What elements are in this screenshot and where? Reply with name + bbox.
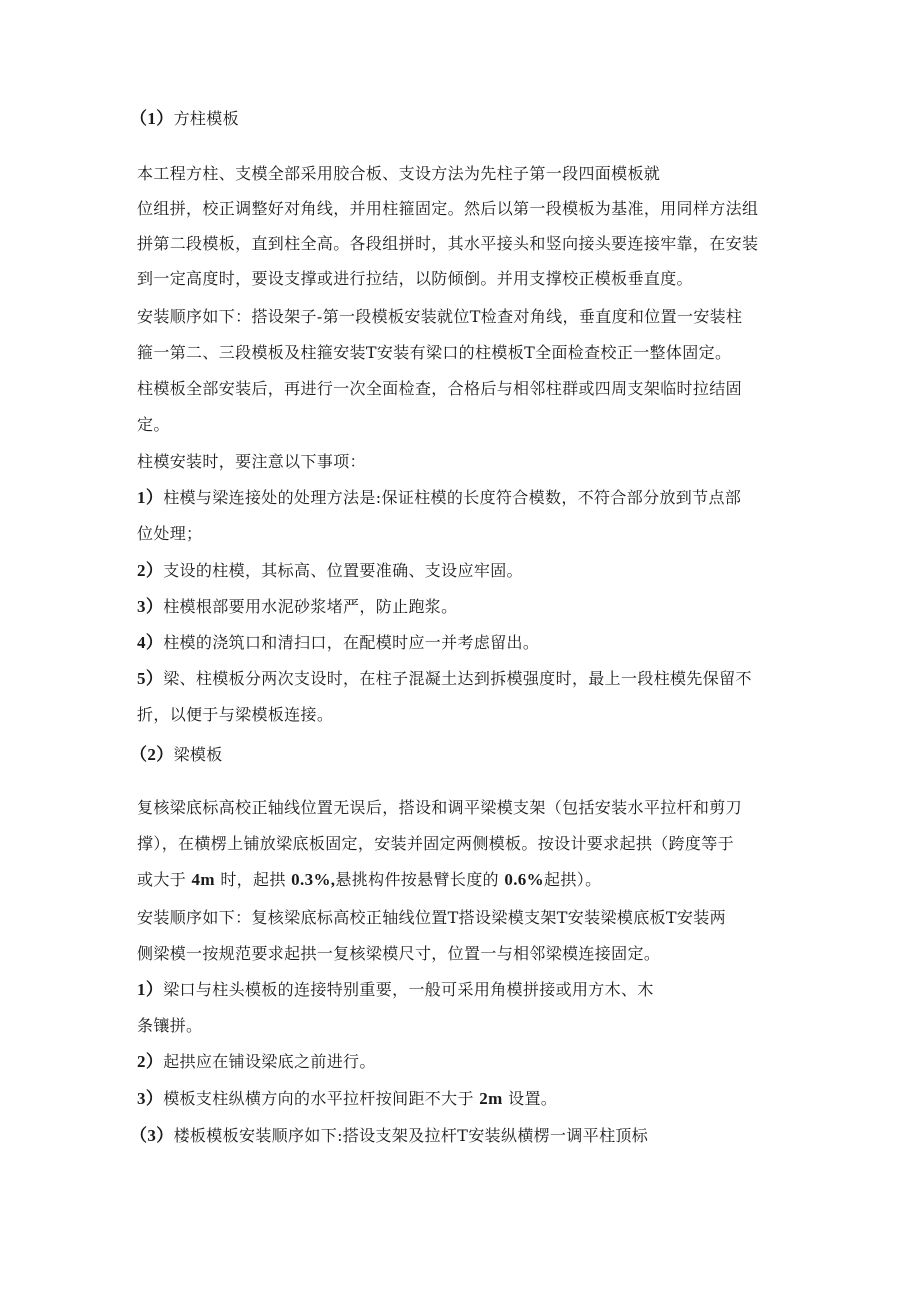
section-3-number: （3） — [130, 1126, 174, 1145]
text-run: 起拱）。 — [544, 870, 602, 889]
list-item-continuation: 位处理； — [137, 524, 203, 543]
text-run: 悬挑构件按悬臂长度的 — [335, 870, 499, 889]
list-item-text: 柱模与梁连接处的处理方法是:保证柱模的长度符合模数，不符合部分放到节点部 — [163, 488, 742, 507]
inspection-line: 定。 — [137, 415, 170, 434]
list-item — [137, 669, 752, 689]
list-item-text: 柱模根部要用水泥砂浆堵严，防止跑浆。 — [163, 597, 458, 616]
inspection-line: 柱模板全部安装后，再进行一次全面检查，合格后与相邻柱群或四周支架临时拉结固 — [137, 379, 742, 398]
paragraph-line: 到一定高度时，要设支撑或进行拉结，以防倾倒。并用支撑校正模板垂直度。 — [137, 269, 693, 288]
section-3-title: 楼板模板安装顺序如下:搭设支架及拉杆T安装纵横楞一调平柱顶标 — [173, 1126, 649, 1145]
notes-intro: 柱模安装时，要注意以下事项： — [137, 452, 366, 471]
list-item — [137, 1052, 376, 1072]
spacing-value: 2m — [479, 1089, 503, 1108]
cantilever-camber-value: 0.6% — [504, 870, 545, 889]
list-item-text: 支设的柱模，其标高、位置要准确、支设应牢固。 — [163, 561, 523, 580]
list-item-text: 梁、柱模板分两次支设时，在柱子混凝土达到拆模强度时，最上一段柱模先保留不 — [163, 669, 752, 688]
list-item-number: 2） — [137, 561, 164, 580]
install-sequence-line: 箍一第二、三段模板及柱箍安装T安装有梁口的柱模板T全面检查校正一整体固定。 — [137, 343, 732, 362]
list-item-text: 设置。 — [508, 1089, 558, 1108]
text-run: 或大于 — [137, 870, 187, 889]
span-threshold-value: 4m — [191, 870, 215, 889]
list-item — [137, 980, 654, 1000]
text-run: 时，起拱 — [220, 870, 286, 889]
paragraph-line: 拼第二段模板，直到柱全高。各段组拼时，其水平接头和竖向接头要连接牢靠，在安装 — [137, 234, 759, 253]
list-item-number: 1） — [137, 488, 164, 507]
list-item-number: 2） — [137, 1052, 164, 1071]
list-item — [137, 633, 539, 653]
install-sequence-line: 侧梁模一按规范要求起拱一复核梁模尺寸，位置一与相邻梁模连接固定。 — [137, 944, 661, 963]
section-1-title: 方柱模板 — [173, 109, 239, 128]
list-item-number: 3） — [137, 597, 164, 616]
list-item-number: 4） — [137, 633, 164, 652]
section-2-title: 梁模板 — [173, 745, 223, 764]
list-item-text: 起拱应在铺设梁底之前进行。 — [163, 1052, 376, 1071]
install-sequence-line: 安装顺序如下：复核梁底标高校正轴线位置T搭设梁模支架T安装梁模底板T安装两 — [137, 908, 726, 927]
section-2-heading — [130, 745, 223, 765]
list-item-text: 模板支柱纵横方向的水平拉杆按间距不大于 — [163, 1089, 474, 1108]
section-1-heading — [130, 109, 239, 129]
list-item — [137, 561, 523, 581]
list-item-continuation: 折，以便于与梁模板连接。 — [137, 705, 334, 724]
camber-value: 0.3%, — [291, 870, 336, 889]
list-item-number: 5） — [137, 669, 164, 688]
paragraph-line: 复核梁底标高校正轴线位置无误后，搭设和调平梁模支架（包括安装水平拉杆和剪刀 — [137, 798, 742, 817]
list-item — [137, 1089, 557, 1109]
list-item-number: 1） — [137, 980, 164, 999]
list-item — [137, 597, 458, 617]
section-1-number: （1） — [130, 109, 174, 128]
section-2-number: （2） — [130, 745, 174, 764]
paragraph-line: 位组拼，校正调整好对角线，并用柱箍固定。然后以第一段模板为基准，用同样方法组 — [137, 199, 759, 218]
paragraph-line: 本工程方柱、支模全部采用胶合板、支设方法为先柱子第一段四面模板就 — [137, 164, 661, 183]
list-item-number: 3） — [137, 1089, 164, 1108]
list-item-continuation: 条镶拼。 — [137, 1016, 203, 1035]
paragraph-line — [137, 870, 601, 890]
list-item-text: 柱模的浇筑口和清扫口，在配模时应一并考虑留出。 — [163, 633, 540, 652]
paragraph-line: 撑），在横楞上铺放梁底板固定，安装并固定两侧模板。按设计要求起拱（跨度等于 — [137, 834, 734, 853]
list-item — [137, 488, 741, 508]
install-sequence-line: 安装顺序如下：搭设架子-第一段模板安装就位T检查对角线，垂直度和位置一安装柱 — [137, 307, 743, 326]
list-item-text: 梁口与柱头模板的连接特别重要，一般可采用角模拼接或用方木、木 — [163, 980, 654, 999]
section-3-heading — [130, 1126, 648, 1146]
